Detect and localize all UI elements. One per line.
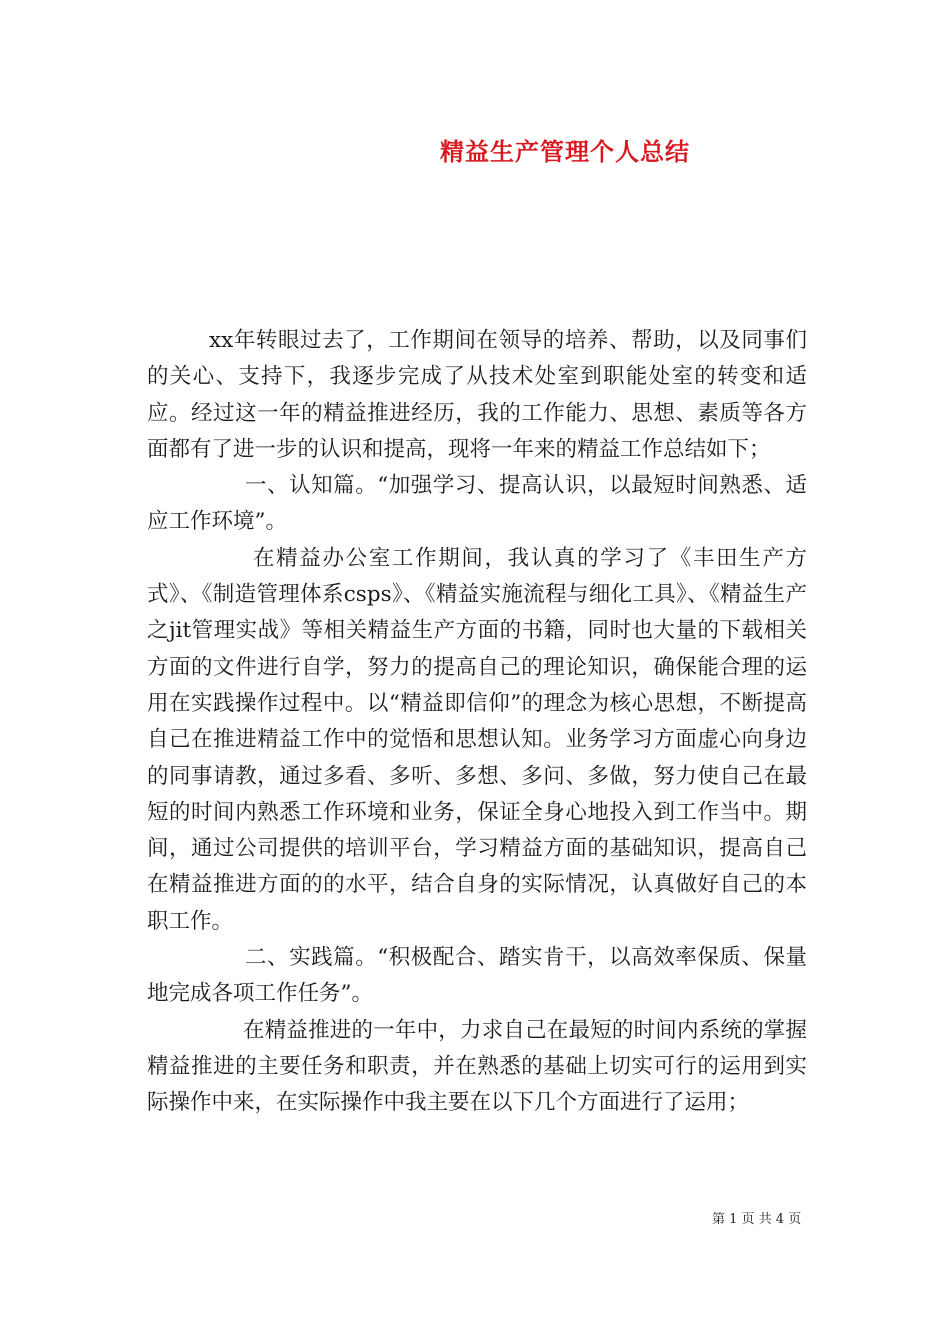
document-body — [147, 323, 807, 1122]
paragraph-section-heading-1: 一、认知篇。“加强学习、提高认识，以最短时间熟悉、适应工作环境”。 — [147, 473, 807, 535]
paragraph-practice: 在精益推进的一年中，力求自己在最短的时间内系统的掌握精益推进的主要任务和职责，并在熟悉的基础上切实可行的运用到实际操作中来，在实际操作中我主要在以下几个方面进行了运用； — [147, 1017, 807, 1116]
paragraph-intro: xx年转眼过去了，工作期间在领导的培养、帮助，以及同事们的关心、支持下，我逐步完成了从技术处室到职能处室的转变和适应。经过这一年的精益推进经历，我的工作能力、思想、素质等各方面都有了进一步的认识和提高，现将一年来的精益工作总结如下； — [147, 328, 807, 462]
paragraph-section-heading-2: 二、实践篇。“积极配合、踏实肯干，以高效率保质、保量地完成各项工作任务”。 — [147, 945, 807, 1007]
document-title: 精益生产管理个人总结 — [440, 137, 690, 166]
page-footer: 第 1 页 共 4 页 — [712, 1212, 802, 1227]
paragraph-learning: 在精益办公室工作期间，我认真的学习了《丰田生产方式》、《制造管理体系csps》、《精益实施流程与细化工具》、《精益生产之jit管理实战》等相关精益生产方面的书籍，同时也大量的下载相关方面的文件进行自学，努力的提高自己的理论知识，确保能合理的运用在实践操作过程中。以“精益即信仰”的理念为核心思想，不断提高自己在推进精益工作中的觉悟和思想认知。业务学习方面虚心向身边的同事请教，通过多看、多听、多想、多问、多做，努力使自己在最短的时间内熟悉工作环境和业务，保证全身心地投入到工作当中。期间，通过公司提供的培训平台，学习精益方面的基础知识，提高自己在精益推进方面的的水平，结合自身的实际情况，认真做好自己的本职工作。 — [147, 545, 807, 934]
